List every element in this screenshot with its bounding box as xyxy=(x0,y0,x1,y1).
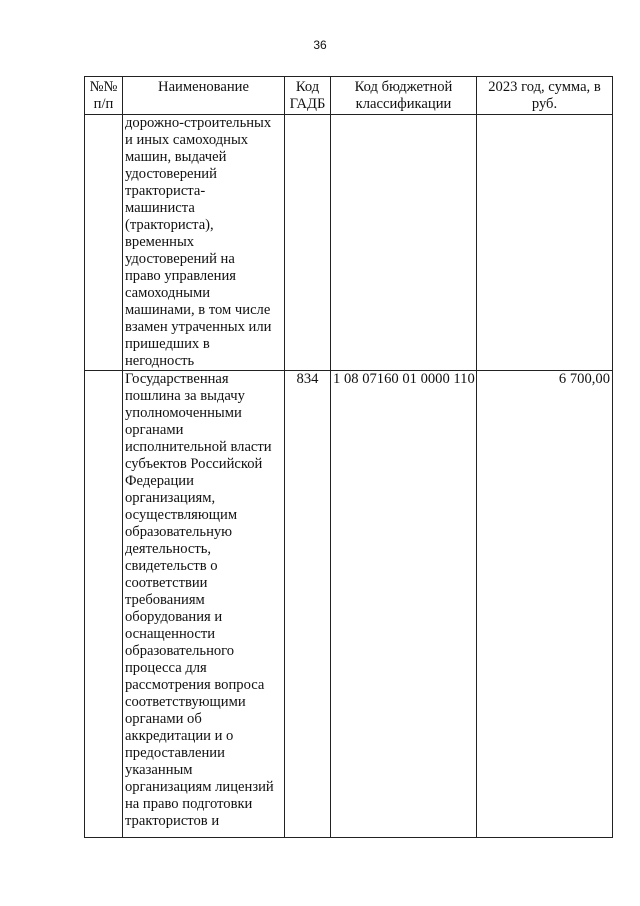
name-line: машинами, в том числе xyxy=(125,302,271,318)
name-line: уполномоченными xyxy=(125,405,242,421)
name-line: предоставлении xyxy=(125,745,225,761)
cell-name xyxy=(123,371,285,838)
name-line: дорожно-строительных xyxy=(125,115,272,131)
table-row xyxy=(85,371,613,838)
cell-name xyxy=(123,115,285,371)
name-line: удостоверений xyxy=(125,166,217,182)
page-number: 36 xyxy=(313,38,327,52)
name-line: оснащенности xyxy=(125,626,216,642)
cell-gadb: 834 xyxy=(285,371,331,838)
name-line: Государственная xyxy=(125,371,229,387)
name-line: деятельность, xyxy=(125,541,212,557)
name-line: машин, выдачей xyxy=(125,149,227,165)
name-line: субъектов Российской xyxy=(125,456,263,472)
name-line: рассмотрения вопроса xyxy=(125,677,265,693)
name-line: свидетельств о xyxy=(125,558,218,574)
name-line: соответствующими xyxy=(125,694,246,710)
header-name: Наименование xyxy=(123,77,285,115)
name-line: на право подготовки xyxy=(125,796,253,812)
name-line: тракториста- xyxy=(125,183,206,199)
name-line: пришедших в xyxy=(125,336,210,352)
cell-sum xyxy=(477,115,613,371)
name-line: пошлина за выдачу xyxy=(125,388,245,404)
header-gadb: Код ГАДБ xyxy=(285,77,331,115)
name-line: Федерации xyxy=(125,473,194,489)
cell-num xyxy=(85,115,123,371)
name-line: аккредитации и о xyxy=(125,728,234,744)
name-line: процесса для xyxy=(125,660,207,676)
name-line: временных xyxy=(125,234,195,250)
name-line: оборудования и xyxy=(125,609,223,625)
name-line: органами об xyxy=(125,711,202,727)
header-kbk: Код бюджетной классификации xyxy=(331,77,477,115)
name-line: самоходными xyxy=(125,285,211,301)
name-line: образовательную xyxy=(125,524,233,540)
name-line: исполнительной власти xyxy=(125,439,272,455)
name-line: трактористов и xyxy=(125,813,220,829)
cell-sum: 6 700,00 xyxy=(477,371,613,838)
name-line: организациям лицензий xyxy=(125,779,274,795)
cell-gadb xyxy=(285,115,331,371)
name-line: право управления xyxy=(125,268,236,284)
name-line: органами xyxy=(125,422,184,438)
name-line: образовательного xyxy=(125,643,235,659)
budget-table xyxy=(84,76,613,838)
name-line: соответствии xyxy=(125,575,208,591)
name-line: требованиям xyxy=(125,592,205,608)
table-header-row xyxy=(85,77,613,115)
cell-kbk: 1 08 07160 01 0000 110 xyxy=(331,371,477,838)
name-line: осуществляющим xyxy=(125,507,238,523)
table-row xyxy=(85,115,613,371)
name-line: указанным xyxy=(125,762,193,778)
name-line: организациям, xyxy=(125,490,216,506)
name-line: негодность xyxy=(125,353,195,369)
name-line: и иных самоходных xyxy=(125,132,249,148)
cell-kbk xyxy=(331,115,477,371)
name-line: удостоверений на xyxy=(125,251,235,267)
name-line: машиниста xyxy=(125,200,195,216)
name-line: (тракториста), xyxy=(125,217,214,233)
name-line: взамен утраченных или xyxy=(125,319,272,335)
cell-num xyxy=(85,371,123,838)
header-sum: 2023 год, сумма, в руб. xyxy=(477,77,613,115)
header-num: №№ п/п xyxy=(85,77,123,115)
